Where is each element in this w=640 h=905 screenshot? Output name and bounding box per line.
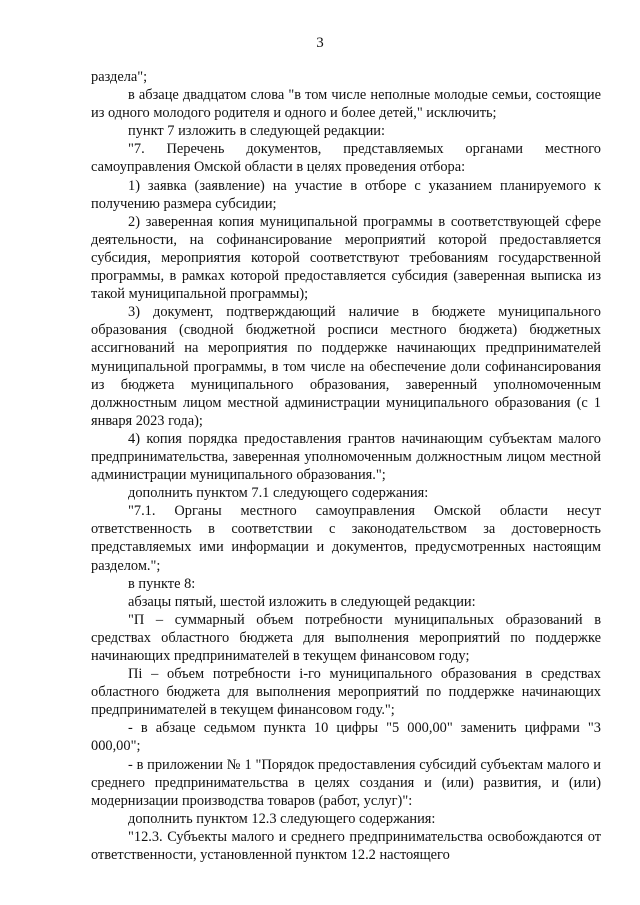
paragraph: раздела"; (91, 69, 148, 85)
paragraph: "П – суммарный объем потребности муниципальных образований в средствах областного бюджета для выполнения мероприятий по поддержке начинающих предпринимателей в текущем финансовом году; (91, 611, 601, 664)
paragraph: "12.3. Субъекты малого и среднего предпринимательства освобождаются от ответственности, установленной пунктом 12.2 настоящего (91, 828, 601, 864)
document-body (91, 68, 601, 864)
paragraph: Пi – объем потребности i-го муниципального образования в средствах областного бюджета для выполнения мероприятий по поддержке начинающих предпринимателей в текущем финансовом году."; (91, 666, 601, 719)
paragraph: 2) заверенная копия муниципальной программы в соответствующей сфере деятельности, на софинансирование мероприятий которой предоставляется субсидия, мероприятия которой соответствуют требованиям государственной программы, в рамках которой предоставляется субсидия (заверенная выписка из такой муниципальной программы); (91, 213, 601, 303)
paragraph: - в абзаце седьмом пункта 10 цифры "5 000,00" заменить цифрами "3 000,00"; (91, 720, 601, 755)
paragraph: "7. Перечень документов, представляемых органами местного самоуправления Омской области в целях проведения отбора: (91, 141, 601, 176)
paragraph: в пункте 8: (128, 575, 196, 592)
paragraph: дополнить пунктом 7.1 следующего содержания: (128, 485, 429, 502)
paragraph: "7.1. Органы местного самоуправления Омской области несут ответственность в соответствии с законодательством за достоверность представляемых ими информации и документов, предусмотренных настоящим разделом."; (91, 503, 601, 574)
paragraph: 4) копия порядка предоставления грантов начинающим субъектам малого предпринимательства, заверенная уполномоченным должностным лицом местной администрации муниципального образования."; (91, 430, 601, 484)
paragraph: дополнить пунктом 12.3 следующего содержания: (128, 810, 436, 827)
paragraph: пункт 7 изложить в следующей редакции: (128, 123, 385, 140)
paragraph: 3) документ, подтверждающий наличие в бюджете муниципального образования (сводной бюджетной росписи местного бюджета) бюджетных ассигнований на мероприятия по поддержке начинающих предпринимателей муниципальной программы, в том числе на обеспечение доли софинансирования из бюджета муниципального образования, заверенный уполномоченным должностным лицом местной администрации муниципального образования (с 1 января 2023 года); (91, 304, 601, 429)
page-number: 3 (316, 35, 324, 51)
paragraph: 1) заявка (заявление) на участие в отборе с указанием планируемого к получению размера субсидии; (91, 177, 601, 212)
paragraph: в абзаце двадцатом слова "в том числе неполные молодые семьи, состоящие из одного молодого родителя и одного и более детей," исключить; (91, 87, 601, 122)
paragraph: - в приложении № 1 "Порядок предоставления субсидий субъектам малого и среднего предпринимательства в целях создания и (или) развития, и (или) модернизации производства товаров (работ, услуг)": (91, 756, 601, 809)
paragraph: абзацы пятый, шестой изложить в следующей редакции: (128, 593, 476, 610)
